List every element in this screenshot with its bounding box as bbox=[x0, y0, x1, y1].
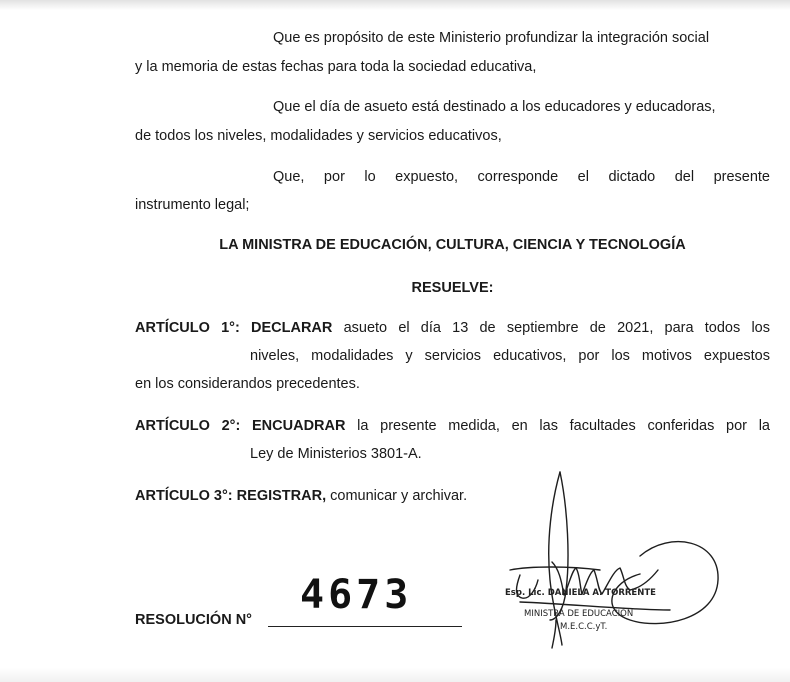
signature-stamp-name: Esp. Lic. DANIELA A. TORRENTE bbox=[505, 588, 656, 598]
resolucion-underline bbox=[268, 626, 462, 627]
paragraph-2-line-1: Que el día de asueto está destinado a los educadores y educadoras, bbox=[273, 99, 716, 115]
article-1-line-1 bbox=[135, 319, 770, 337]
paragraph-3-line-2: instrumento legal; bbox=[135, 197, 250, 213]
resolucion-number: 4673 bbox=[300, 572, 413, 618]
article-2-line-2: Ley de Ministerios 3801-A. bbox=[250, 446, 422, 462]
article-2-verb: ENCUADRAR bbox=[252, 418, 346, 434]
paragraph-1-line-2: y la memoria de estas fechas para toda la sociedad educativa, bbox=[135, 59, 537, 75]
article-1-verb: DECLARAR bbox=[251, 320, 333, 336]
signature-icon bbox=[490, 470, 730, 670]
article-3-verb: REGISTRAR, bbox=[236, 488, 327, 504]
article-1-line-2: niveles, modalidades y servicios educativos, por los motivos expuestos bbox=[250, 348, 770, 364]
article-2-label: ARTÍCULO 2°: bbox=[135, 418, 241, 434]
bottom-edge bbox=[0, 668, 790, 682]
article-3-label: ARTÍCULO 3°: bbox=[135, 488, 233, 504]
article-2-text: la presente medida, en las facultades conferidas por la bbox=[357, 418, 770, 434]
article-1-label: ARTÍCULO 1°: bbox=[135, 320, 240, 336]
article-3-text: comunicar y archivar. bbox=[330, 488, 468, 504]
article-1-text: asueto el día 13 de septiembre de 2021, para todos los bbox=[343, 320, 770, 336]
signature-stamp-title: MINISTRA DE EDUCACIÓN bbox=[524, 609, 634, 619]
article-1-line-3: en los considerandos precedentes. bbox=[135, 376, 360, 392]
paragraph-2-line-2: de todos los niveles, modalidades y servicios educativos, bbox=[135, 128, 502, 144]
article-3-line-1 bbox=[135, 487, 467, 505]
paragraph-1-line-1: Que es propósito de este Ministerio profundizar la integración social bbox=[273, 30, 710, 46]
resuelve-heading: RESUELVE: bbox=[411, 280, 494, 296]
signature-stamp-ministry: M.E.C.C.yT. bbox=[560, 622, 608, 632]
top-edge bbox=[0, 0, 790, 10]
ministra-heading: LA MINISTRA DE EDUCACIÓN, CULTURA, CIENCIA Y TECNOLOGÍA bbox=[219, 237, 686, 253]
paragraph-3-line-1: Que, por lo expuesto, corresponde el dictado del presente bbox=[273, 169, 770, 185]
article-2-line-1 bbox=[135, 417, 770, 435]
resolucion-label: RESOLUCIÓN N° bbox=[135, 612, 252, 628]
